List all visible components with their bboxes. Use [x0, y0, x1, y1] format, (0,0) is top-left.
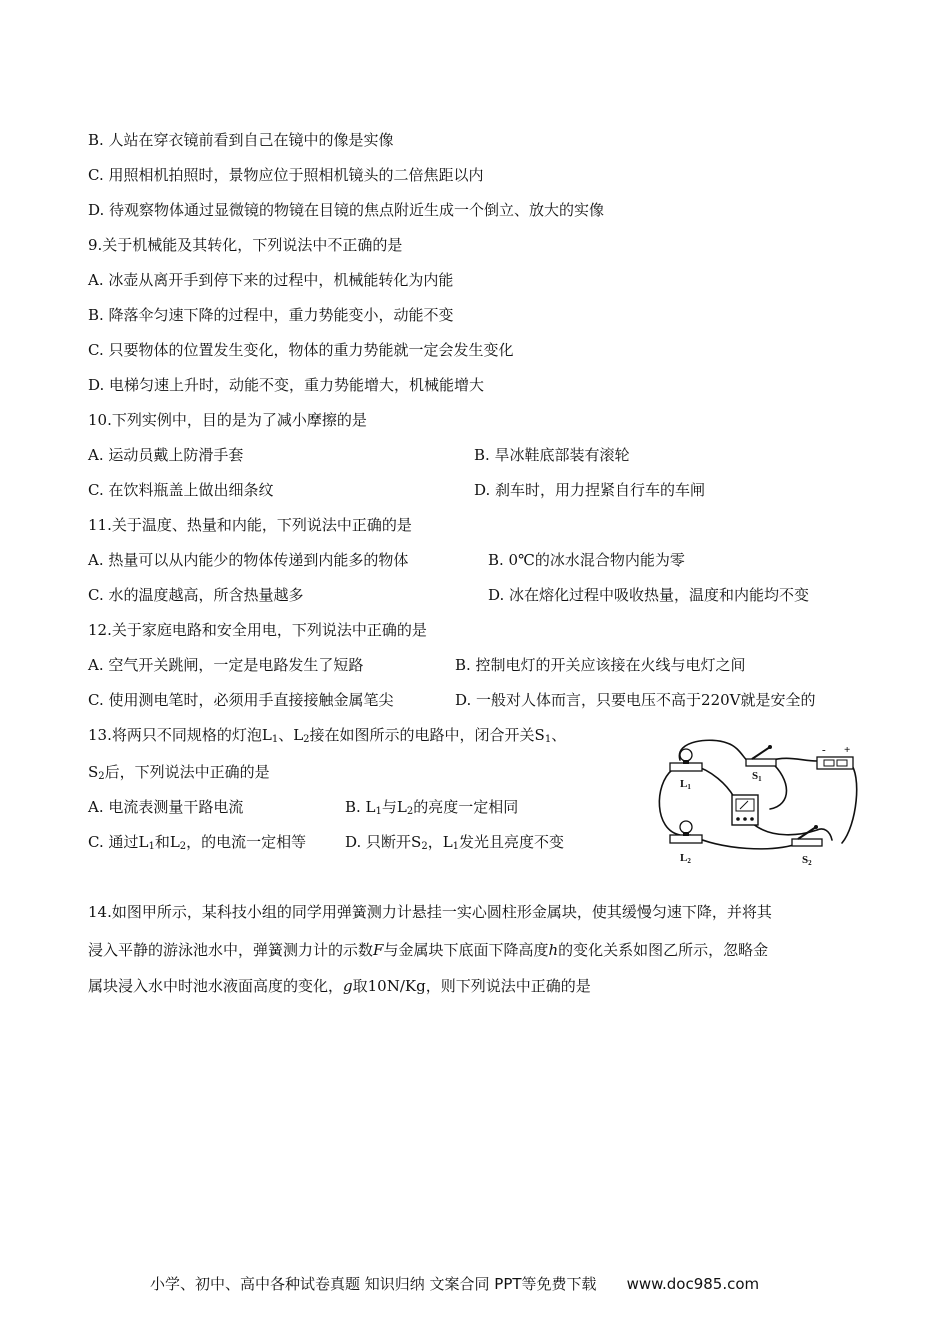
q11-option-b: B. 0℃的冰水混合物内能为零 [488, 551, 685, 569]
q13-option-d: D. 只断开$S_2$，$L_1$发光且亮度不变 [345, 833, 565, 852]
q10-option-b: B. 旱冰鞋底部装有滚轮 [474, 446, 630, 464]
label-l2: L2 [680, 852, 691, 865]
switch-s1-icon [746, 745, 776, 766]
label-s2: S2 [802, 854, 812, 867]
q11-option-d: D. 冰在熔化过程中吸收热量，温度和内能均不变 [488, 586, 810, 604]
q12-option-a: A. 空气开关跳闸，一定是电路发生了短路 [88, 656, 364, 674]
q8-option-c: C. 用照相机拍照时，景物应位于照相机镜头的二倍焦距以内 [88, 166, 484, 184]
wire-s1-meter [770, 761, 787, 809]
q11-stem: 11.关于温度、热量和内能，下列说法中正确的是 [88, 516, 412, 534]
q8-option-d: D. 待观察物体通过显微镜的物镜在目镜的焦点附近生成一个倒立、放大的实像 [88, 201, 605, 219]
wire-meter-s2 [752, 823, 832, 840]
q13-option-c: C. 通过$L_1$和$L_2$，的电流一定相等 [88, 833, 307, 852]
q10-stem: 10.下列实例中，目的是为了减小摩擦的是 [88, 411, 367, 429]
q12-stem: 12.关于家庭电路和安全用电，下列说法中正确的是 [88, 621, 427, 639]
label-minus: - [822, 744, 826, 756]
q9-option-b: B. 降落伞匀速下降的过程中，重力势能变小，动能不变 [88, 306, 454, 324]
footer-url[interactable]: www.doc985.com [626, 1275, 760, 1293]
q12-option-c: C. 使用测电笔时，必须用手直接接触金属笔尖 [88, 691, 394, 709]
wire-bottom [690, 835, 800, 849]
q14-line-2: 浸入平静的游泳池水中，弹簧测力计的示数F与金属块下底面下降高度h的变化关系如图乙所示，忽略金 [88, 941, 769, 959]
label-s1: S1 [752, 770, 762, 783]
wire-right [842, 763, 857, 843]
wire-top-middle [770, 758, 817, 761]
lamp-l1-icon [670, 749, 702, 771]
q12-option-d: D. 一般对人体而言，只要电压不高于220V就是安全的 [455, 691, 816, 709]
lamp-l2-icon [670, 821, 702, 843]
q14-line-3: 属块浸入水中时池水液面高度的变化，g取10N/Kg，则下列说法中正确的是 [88, 977, 591, 995]
q9-option-a: A. 冰壶从离开手到停下来的过程中，机械能转化为内能 [88, 271, 454, 289]
q10-option-d: D. 刹车时，用力捏紧自行车的车闸 [474, 481, 706, 499]
q9-option-d: D. 电梯匀速上升时，动能不变，重力势能增大，机械能增大 [88, 376, 485, 394]
q12-option-b: B. 控制电灯的开关应该接在火线与电灯之间 [455, 656, 746, 674]
label-plus: + [844, 744, 851, 756]
q11-option-a: A. 热量可以从内能少的物体传递到内能多的物体 [88, 551, 409, 569]
q10-option-a: A. 运动员戴上防滑手套 [88, 446, 244, 464]
q13-option-b: B. $L_1$与$L_2$的亮度一定相同 [345, 798, 519, 817]
battery-icon [817, 757, 853, 769]
q13-option-a: A. 电流表测量干路电流 [88, 798, 244, 816]
switch-s2-icon [792, 825, 822, 846]
page-footer [150, 1273, 759, 1294]
q13-stem: 13.将两只不同规格的灯泡$L_1$、$L_2$接在如图所示的电路中，闭合开关$S_1$、 [88, 726, 567, 745]
q11-option-c: C. 水的温度越高，所含热量越多 [88, 586, 304, 604]
wire-left [659, 770, 680, 835]
label-l1: L1 [680, 778, 691, 791]
q13-stem-continued: $S_2$后，下列说法中正确的是 [88, 763, 270, 782]
ammeter-icon [732, 795, 758, 825]
q8-option-b: B. 人站在穿衣镜前看到自己在镜中的像是实像 [88, 131, 394, 149]
circuit-diagram [652, 735, 862, 875]
q10-option-c: C. 在饮料瓶盖上做出细条纹 [88, 481, 274, 499]
footer-text: 小学、初中、高中各种试卷真题 知识归纳 文案合同 PPT等免费下载 [150, 1275, 597, 1293]
q9-option-c: C. 只要物体的位置发生变化，物体的重力势能就一定会发生变化 [88, 341, 514, 359]
q14-line-1: 14.如图甲所示，某科技小组的同学用弹簧测力计悬挂一实心圆柱形金属块，使其缓慢匀速下降，并将其 [88, 903, 772, 921]
q9-stem: 9.关于机械能及其转化，下列说法中不正确的是 [88, 236, 403, 254]
